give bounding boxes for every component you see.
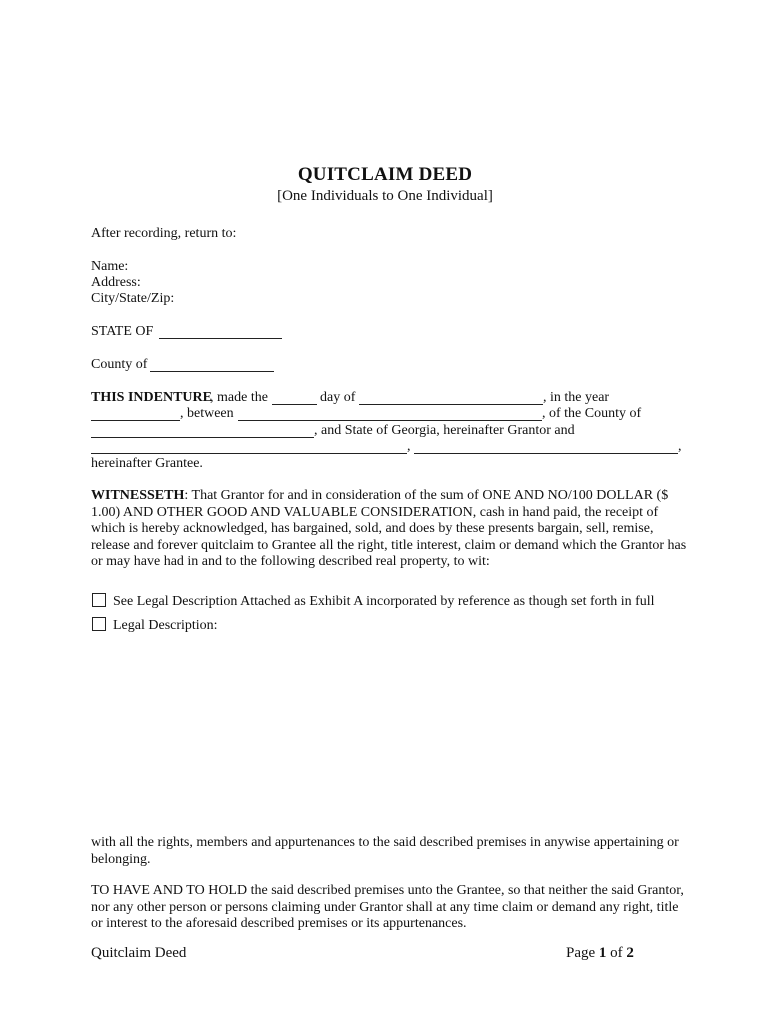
footer-page-current: 1 (598, 945, 607, 961)
legal-description-option-label: Legal Description: (113, 618, 218, 633)
exhibit-a-checkbox[interactable] (92, 593, 106, 607)
legal-description-checkbox[interactable] (92, 617, 106, 631)
indenture-comma-end: , (678, 439, 682, 454)
state-of-label: STATE OF (91, 324, 154, 339)
state-blank-line[interactable] (159, 338, 282, 339)
indenture-comma: , (407, 439, 411, 454)
rights-paragraph: with all the rights, members and appurtenances to the said described premises in anywise appertaining or belonging. (91, 835, 679, 867)
name-label: Name: (91, 259, 129, 274)
footer-of-word: of (610, 945, 623, 961)
grantee-name-blank-line[interactable] (91, 453, 407, 454)
footer-document-name: Quitclaim Deed (91, 945, 187, 961)
return-to-label: After recording, return to: (91, 226, 237, 241)
indenture-made-the: , made the (210, 390, 268, 405)
indenture-of-county: , of the County of (542, 406, 642, 421)
day-blank-line[interactable] (272, 404, 317, 405)
grantor-county-blank-line[interactable] (91, 437, 314, 438)
county-of-label: County of (91, 357, 148, 372)
witnesseth-lead: WITNESSETH (91, 488, 185, 503)
document-subtitle: [One Individuals to One Individual] (277, 188, 493, 204)
footer-page-total: 2 (626, 945, 634, 961)
year-blank-line[interactable] (91, 420, 180, 421)
grantor-name-blank-line[interactable] (238, 420, 542, 421)
hereinafter-grantee: hereinafter Grantee. (91, 456, 203, 471)
witnesseth-paragraph (91, 488, 691, 571)
document-title: QUITCLAIM DEED (297, 164, 473, 185)
footer-page-word: Page (566, 945, 596, 961)
address-label: Address: (91, 275, 141, 290)
indenture-day-of: day of (320, 390, 356, 405)
footer-page-number (566, 945, 634, 962)
indenture-in-the-year: , in the year (543, 390, 610, 405)
habendum-paragraph: TO HAVE AND TO HOLD the said described premises unto the Grantee, so that neither the said Grantor, nor any other person or persons claiming under Grantor shall at any time claim or demand any right, title or interest to the aforesaid described premises or its appurtenances. (91, 883, 684, 931)
indenture-lead: THIS INDENTURE (91, 390, 212, 405)
indenture-state-georgia: , and State of Georgia, hereinafter Grantor and (314, 423, 575, 438)
county-blank-line[interactable] (150, 371, 274, 372)
exhibit-a-option-label: See Legal Description Attached as Exhibit A incorporated by reference as though set forth in full (113, 594, 655, 609)
witnesseth-body: : That Grantor for and in consideration of the sum of ONE AND NO/100 DOLLAR ($ 1.00) AND OTHER GOOD AND VALUABLE CONSIDERATION, cash in hand paid, the receipt of which is hereby acknowledged, has bargained, sold, and does by these presents bargain, sell, remise, release and forever quitclaim to Grantee all the right, title interest, claim or demand which the Grantor has or may have had in and to the following described real property, to wit: (91, 488, 687, 569)
month-blank-line[interactable] (359, 404, 543, 405)
grantee-address-blank-line[interactable] (414, 453, 678, 454)
indenture-between: , between (180, 406, 234, 421)
city-state-zip-label: City/State/Zip: (91, 291, 175, 306)
